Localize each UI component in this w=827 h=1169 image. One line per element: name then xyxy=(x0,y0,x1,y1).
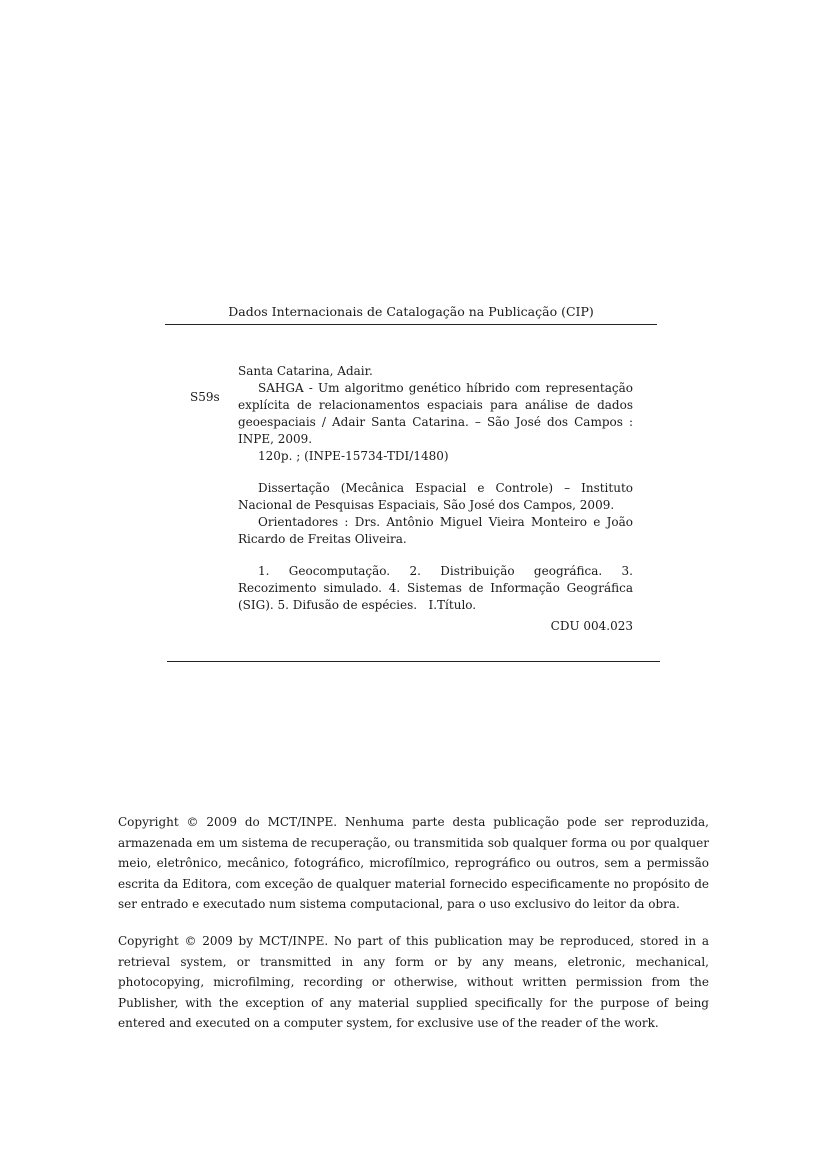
copyright-portuguese-text: Copyright © 2009 do MCT/INPE. Nenhuma parte desta publicação pode ser reproduzida, armazenada em um sistema de recuperação, ou transmitida sob qualquer forma ou por qualquer meio, eletrônico, mecânico, fotográfico, microfílmico, reprográfico ou outros, sem a permissão escrita da Editora, com exceção de qualquer material fornecido especificamente no propósito de ser entrado e executado num sistema computacional, para o uso exclusivo do leitor da obra. xyxy=(118,815,709,912)
pages-line: 120p. ; (INPE-15734-TDI/1480) xyxy=(258,449,449,463)
call-number: S59s xyxy=(190,390,220,404)
title-block: SAHGA - Um algoritmo genético híbrido com representação explícita de relacionamentos espaciais para análise de dados geoespaciais / Adair Santa Catarina. – São José dos Campos : INPE, 2009. xyxy=(238,381,633,446)
cip-top-rule xyxy=(165,324,657,325)
catalog-card xyxy=(238,363,637,635)
copyright-portuguese xyxy=(118,812,709,915)
cip-bottom-rule xyxy=(167,661,660,662)
cdu: CDU 004.023 xyxy=(550,619,633,633)
cip-title: Dados Internacionais de Catalogação na Publicação (CIP) xyxy=(228,304,594,319)
copyright-english xyxy=(118,931,709,1034)
dissertation-note: Dissertação (Mecânica Espacial e Controle) – Instituto Nacional de Pesquisas Espaciais, São José dos Campos, 2009. xyxy=(238,481,633,512)
subjects: 1. Geocomputação. 2. Distribuição geográfica. 3. Recozimento simulado. 4. Sistemas de Informação Geográfica (SIG). 5. Difusão de espécies. I.Título. xyxy=(238,564,637,612)
author-line: Santa Catarina, Adair. xyxy=(238,364,373,378)
copyright-english-text: Copyright © 2009 by MCT/INPE. No part of this publication may be reproduced, stored in a retrieval system, or transmitted in any form or by any means, eletronic, mechanical, photocopying, microfilming, recording or otherwise, without written permission from the Publisher, with the exception of any material supplied specifically for the purpose of being entered and executed on a computer system, for exclusive use of the reader of the work. xyxy=(118,934,709,1031)
advisors-note: Orientadores : Drs. Antônio Miguel Vieira Monteiro e João Ricardo de Freitas Oliveira. xyxy=(238,515,633,546)
